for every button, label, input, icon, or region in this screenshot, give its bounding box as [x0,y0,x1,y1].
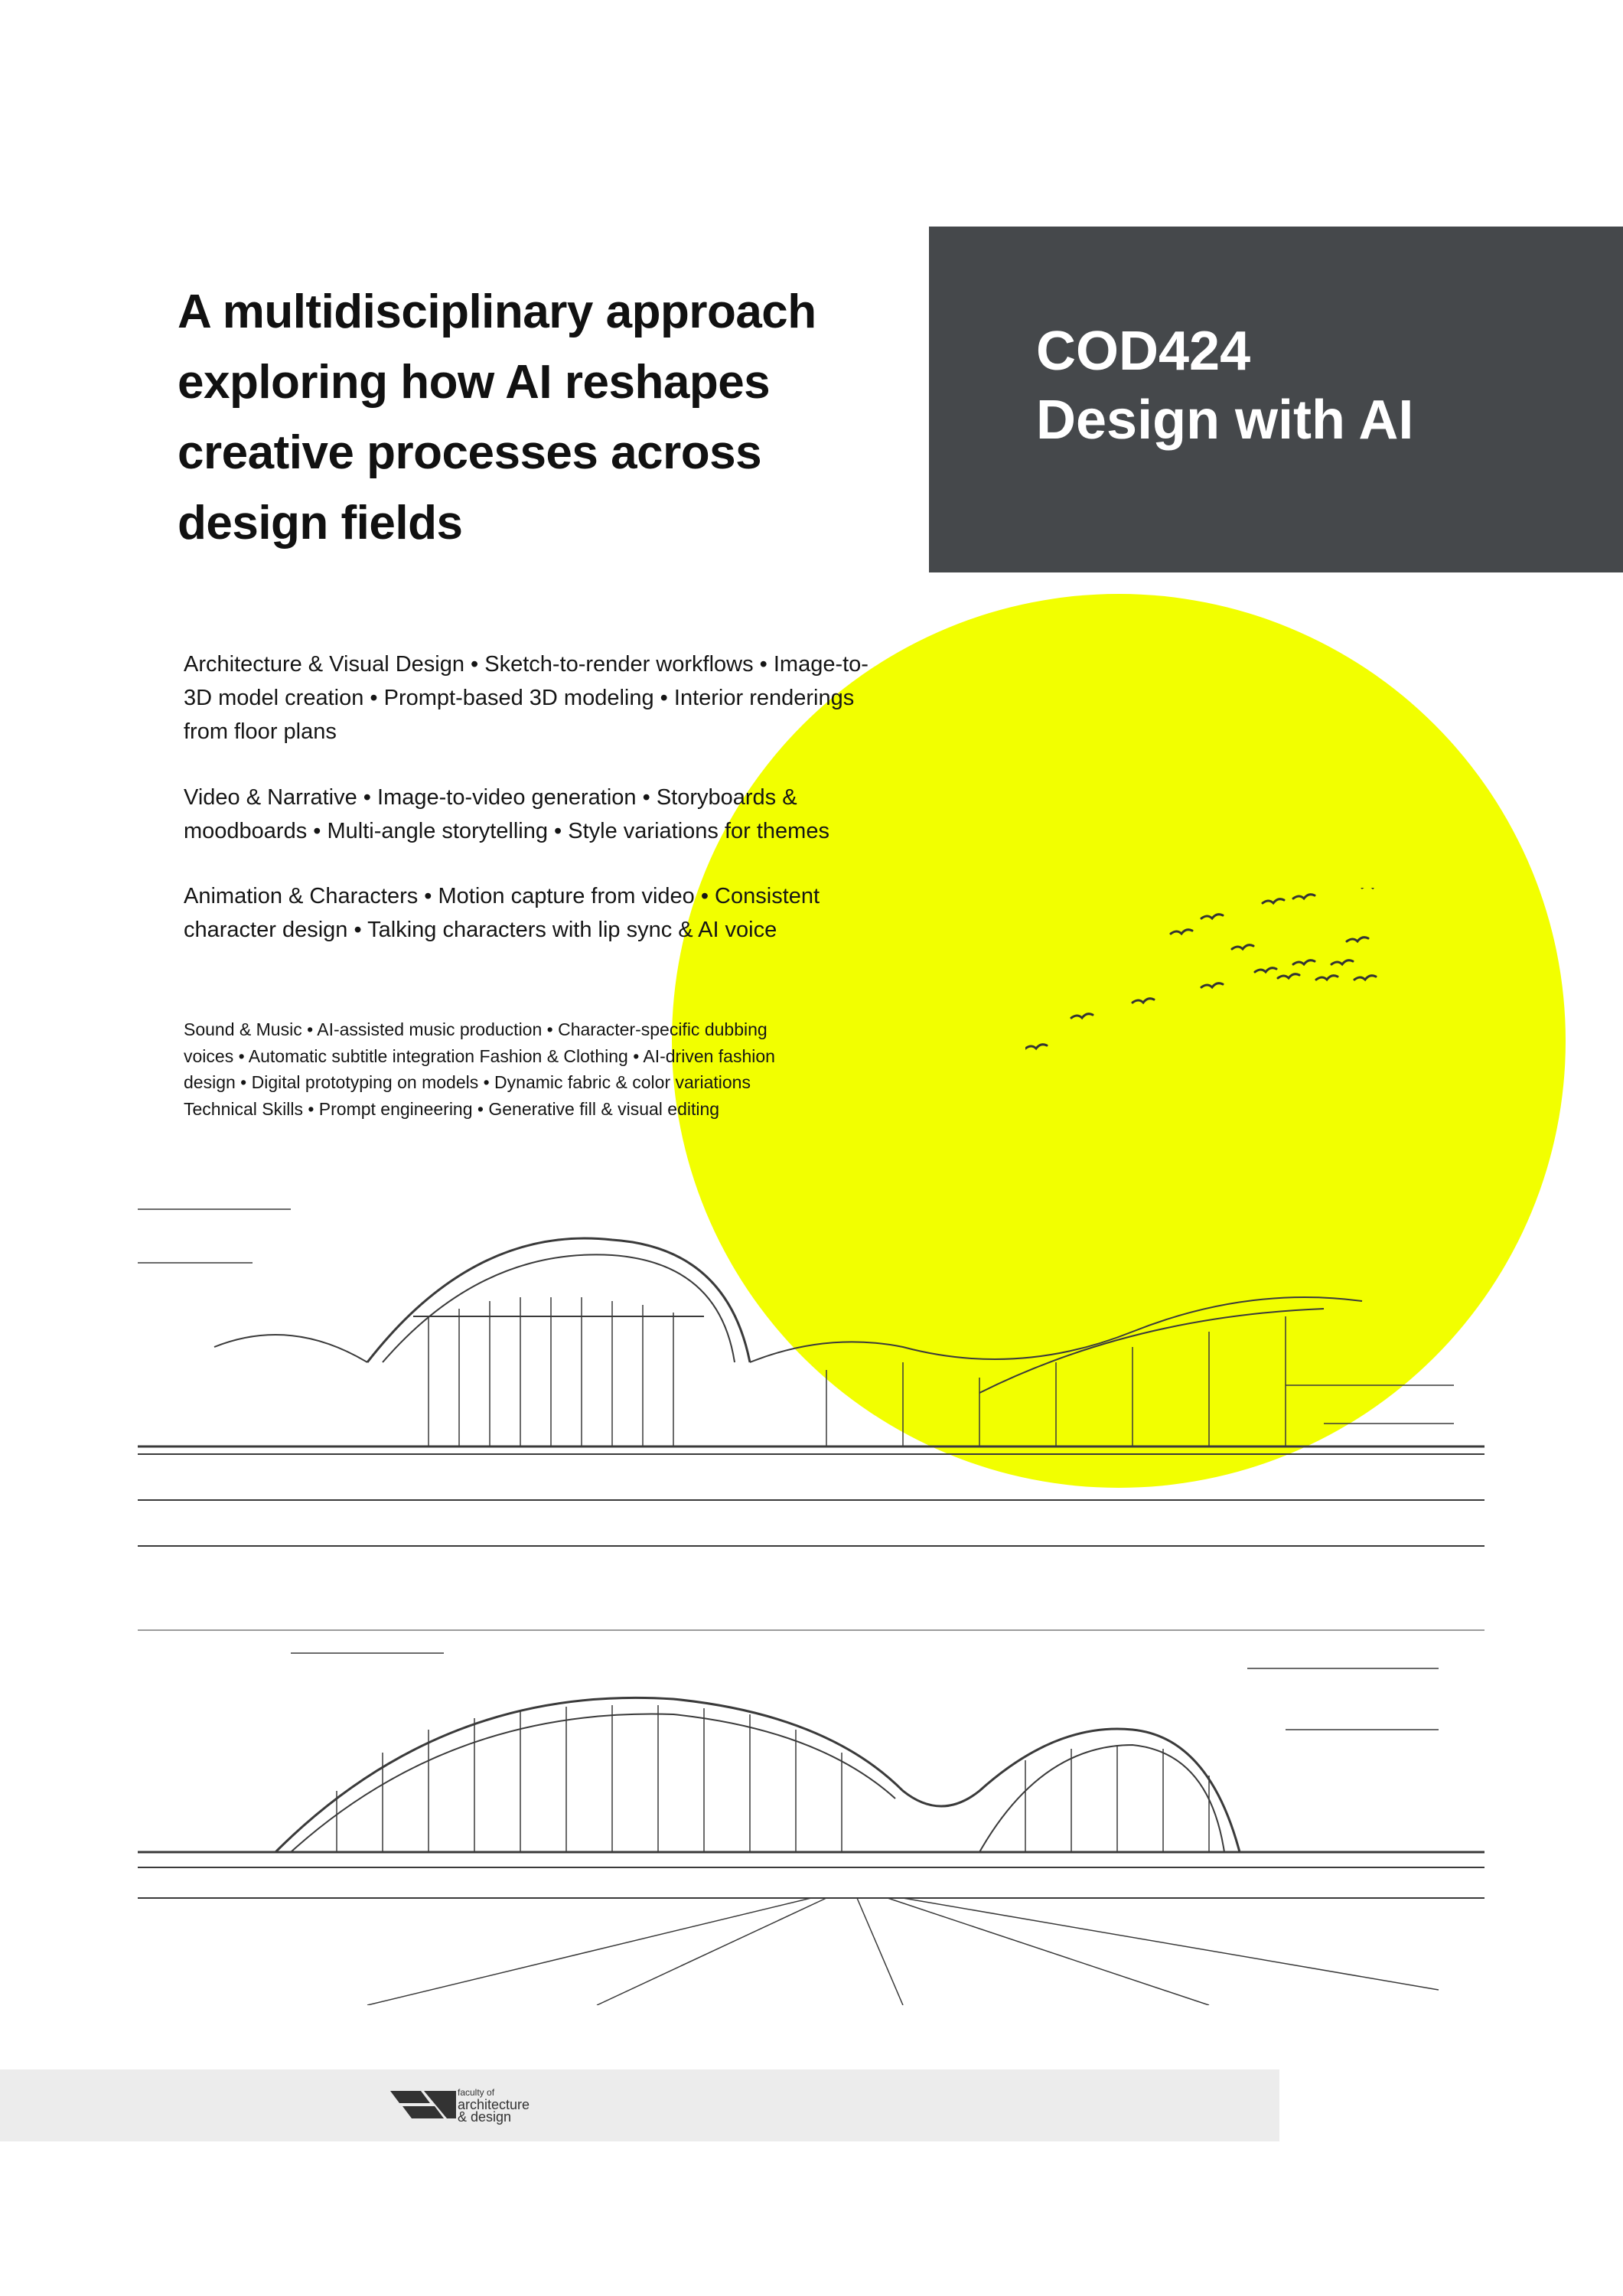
topic-line: voices • Automatic subtitle integration Fashion & Clothing • AI-driven fashion [184,1045,775,1066]
headline-line: exploring how AI reshapes [178,356,771,409]
headline-line: A multidisciplinary approach [178,285,816,338]
topic-line: 3D model creation • Prompt-based 3D modeling • Interior renderings [184,686,855,710]
topic-line: Sound & Music • AI-assisted music production • Character-specific dubbing [184,1019,768,1039]
logo-line: architecture [458,2097,530,2112]
faculty-logo-text [458,2086,530,2123]
headline-line: creative processes across [178,426,762,479]
course-box [929,227,1623,572]
faculty-logo-icon [390,2088,456,2122]
topic-line: Technical Skills • Prompt engineering • Generative fill & visual editing [184,1098,720,1119]
topic-line: Architecture & Visual Design • Sketch-to-render workflows • Image-to- [184,652,869,677]
birds-illustration [1025,888,1408,1087]
headline [178,277,866,559]
topic-line: Animation & Characters • Motion capture from video • Consistent [184,884,820,908]
topic-line: design • Digital prototyping on models • Dynamic fabric & color variations [184,1072,751,1092]
topic-line: Video & Narrative • Image-to-video generation • Storyboards & [184,785,797,810]
topic-line: character design • Talking characters with lip sync & AI voice [184,918,777,942]
course-code: COD424 [1036,321,1251,382]
topic-animation [184,879,949,947]
topic-line: from floor plans [184,719,337,744]
architecture-sketch [138,1194,1484,2005]
logo-line: faculty of [458,2087,495,2098]
course-name: Design with AI [1036,390,1414,451]
topic-architecture [184,647,949,748]
topic-sound-fashion-technical [184,1016,775,1122]
logo-line: & design [458,2109,512,2125]
course-title [1036,317,1413,455]
topic-line: moodboards • Multi-angle storytelling • Style variations for themes [184,819,829,843]
topic-video [184,781,949,848]
faculty-logo [390,2082,559,2131]
footer-bar [0,2069,1279,2141]
headline-line: design fields [178,497,463,550]
